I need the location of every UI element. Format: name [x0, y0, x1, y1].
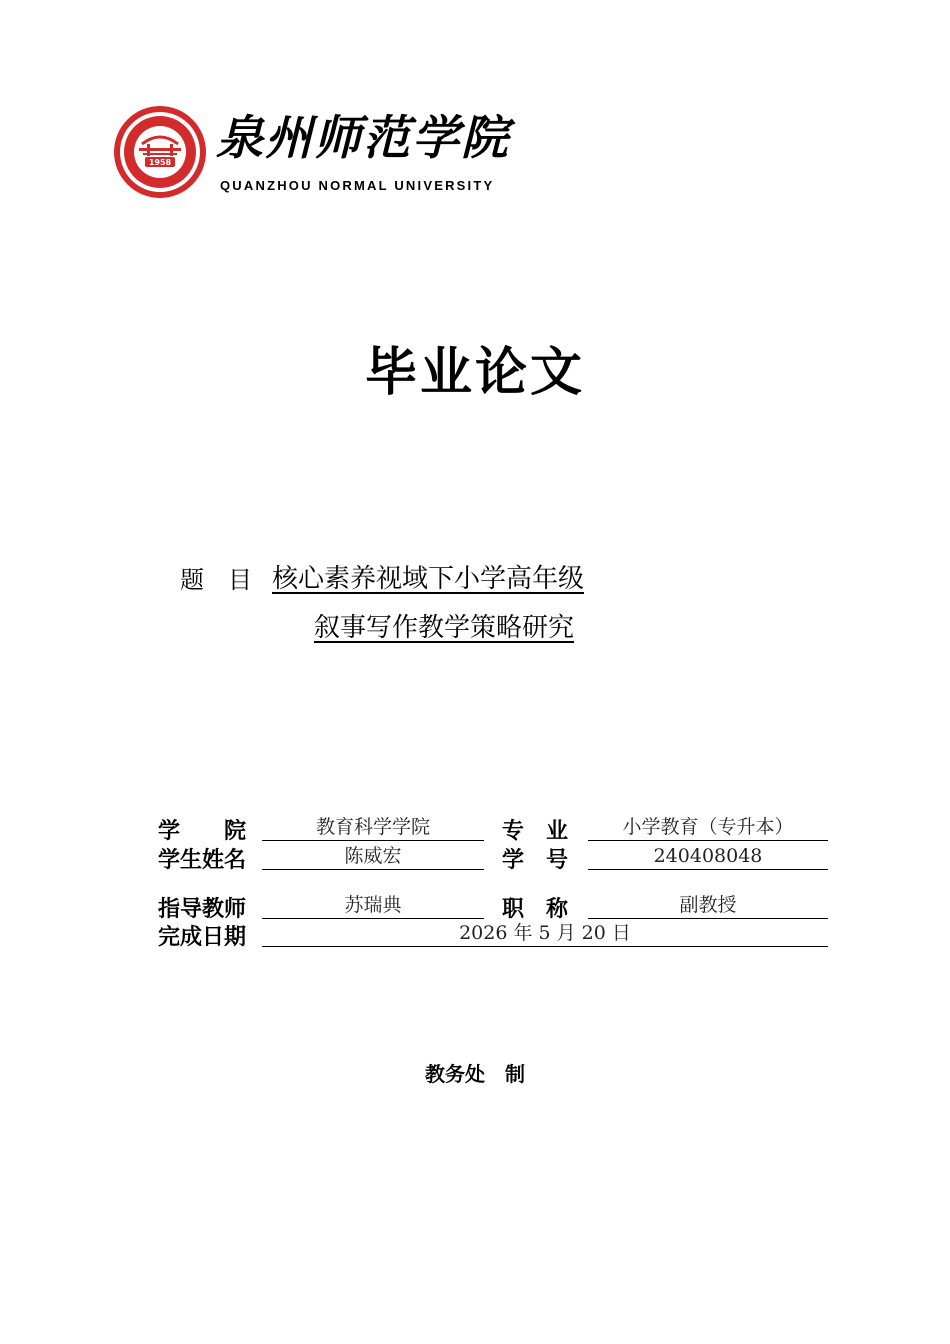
school-name-en: QUANZHOU NORMAL UNIVERSITY: [220, 178, 495, 193]
major-label: 专 业: [502, 819, 569, 844]
issuing-office: 教务处 制: [425, 1062, 525, 1086]
document-title: 毕业论文: [364, 343, 585, 403]
advisor-label: 指导教师: [158, 897, 247, 922]
college-value: 教育科学学院: [262, 814, 484, 841]
school-name-cn: 泉州师范学院: [216, 111, 510, 166]
completion-date-label: 完成日期: [158, 925, 247, 950]
advisor-title-value: 副教授: [588, 892, 828, 919]
major-value: 小学教育（专升本）: [588, 814, 828, 841]
student-id-label: 学 号: [502, 848, 569, 873]
advisor-title-label: 职 称: [502, 897, 569, 922]
advisor-value: 苏瑞典: [262, 892, 484, 919]
topic-line-2: 叙事写作教学策略研究: [314, 613, 575, 643]
university-logo: [112, 104, 522, 204]
university-seal-icon: [112, 104, 208, 200]
student-id-value: 240408048: [588, 843, 828, 870]
completion-date-value: 2026 年 5 月 20 日: [262, 920, 828, 947]
topic-line-1: 核心素养视域下小学高年级: [272, 564, 585, 594]
student-name-label: 学生姓名: [158, 848, 247, 873]
college-label: 学 院: [158, 819, 247, 844]
student-name-value: 陈威宏: [262, 843, 484, 870]
seal-year: 1958: [148, 158, 172, 167]
topic-label: 题 目: [180, 566, 252, 594]
